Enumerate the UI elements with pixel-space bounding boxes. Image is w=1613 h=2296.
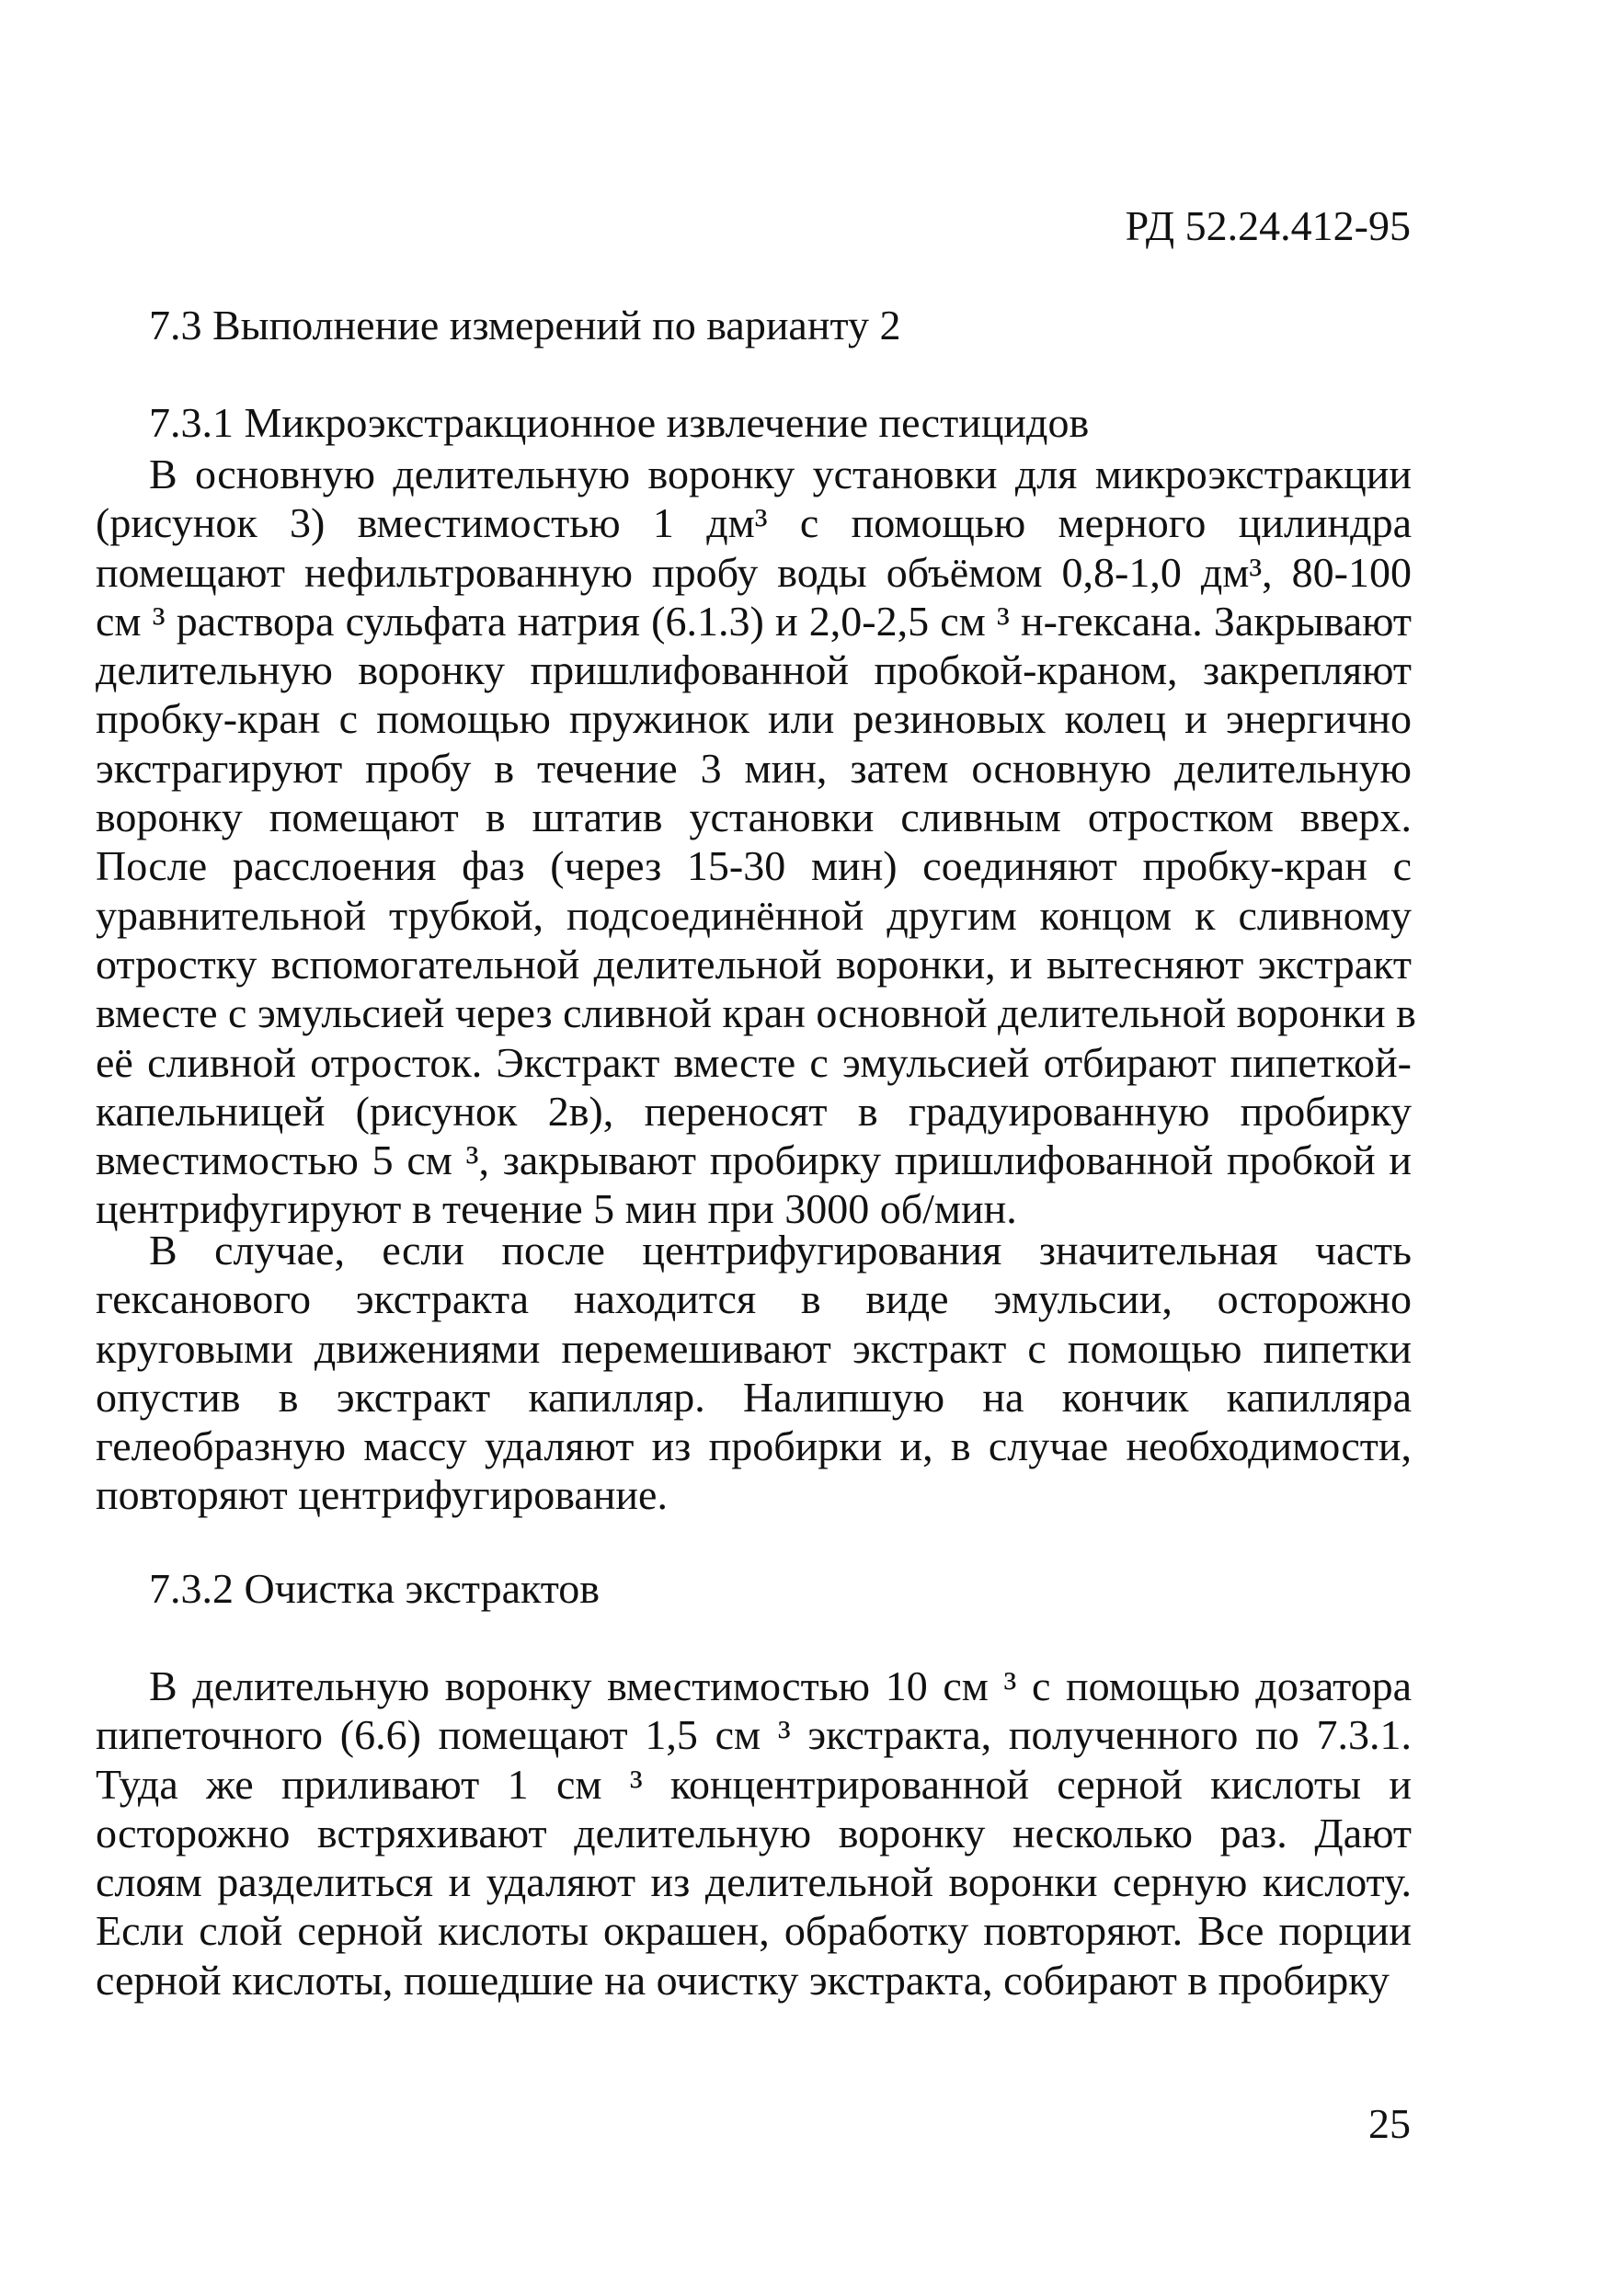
text-line: В делительную воронку вместимостью 10 см ³ с помощью дозатора xyxy=(149,1662,1412,1709)
text-line: гелеобразную массу удаляют из пробирки и, в случае необходимости, xyxy=(96,1422,1412,1470)
text-line: помещают нефильтрованную пробу воды объёмом 0,8-1,0 дм³, 80-100 xyxy=(96,548,1412,596)
text-line: В случае, если после центрифугирования значительная часть xyxy=(149,1227,1412,1274)
paragraph-emulsion-case xyxy=(96,1226,1412,1520)
paragraph-extract-cleaning xyxy=(96,1662,1412,2005)
text-line: уравнительной трубкой, подсоединённой другим концом к сливному xyxy=(96,891,1412,939)
section-heading-7-3-2: 7.3.2 Очистка экстрактов xyxy=(149,1565,600,1612)
text-line: Если слой серной кислоты окрашен, обработку повторяют. Все порции xyxy=(96,1907,1412,1955)
page-number: 25 xyxy=(1368,2100,1411,2147)
text-line: вместе с эмульсией через сливной кран основной делительной воронки в xyxy=(96,989,1416,1037)
text-line: гексанового экстракта находится в виде эмульсии, осторожно xyxy=(96,1275,1412,1323)
text-line: (рисунок 3) вместимостью 1 дм³ с помощью мерного цилиндра xyxy=(96,499,1412,547)
text-line: пипеточного (6.6) помещают 1,5 см ³ экстракта, полученного по 7.3.1. xyxy=(96,1711,1412,1759)
text-line: После расслоения фаз (через 15-30 мин) соединяют пробку-кран с xyxy=(96,842,1412,890)
text-line: воронку помещают в штатив установки сливным отростком вверх. xyxy=(96,794,1412,841)
text-line: слоям разделиться и удаляют из делительной воронки серную кислоту. xyxy=(96,1858,1412,1906)
text-line: опустив в экстракт капилляр. Налипшую на кончик капилляра xyxy=(96,1373,1412,1421)
text-line: повторяют центрифугирование. xyxy=(96,1471,668,1519)
text-line: В основную делительную воронку установки для микроэкстракции xyxy=(149,451,1412,497)
section-heading-7-3: 7.3 Выполнение измерений по варианту 2 xyxy=(149,302,901,348)
text-line: см ³ раствора сульфата натрия (6.1.3) и 2,0-2,5 см ³ н-гексана. Закрывают xyxy=(96,597,1412,645)
text-line: центрифугируют в течение 5 мин при 3000 об/мин. xyxy=(96,1185,1017,1233)
section-heading-7-3-1: 7.3.1 Микроэкстракционное извлечение пестицидов xyxy=(149,399,1090,446)
text-line: Туда же приливают 1 см ³ концентрированной серной кислоты и xyxy=(96,1760,1412,1808)
paragraph-microextraction xyxy=(96,450,1416,1234)
document-code-header: РД 52.24.412-95 xyxy=(1125,202,1411,249)
text-line: пробку-кран с помощью пружинок или резиновых колец и энергично xyxy=(96,695,1412,743)
text-line: её сливной отросток. Экстракт вместе с эмульсией отбирают пипеткой- xyxy=(96,1038,1412,1086)
text-line: вместимостью 5 см ³, закрывают пробирку пришлифованной пробкой и xyxy=(96,1137,1412,1184)
text-line: экстрагируют пробу в течение 3 мин, затем основную делительную xyxy=(96,744,1412,792)
text-line: осторожно встряхивают делительную воронку несколько раз. Дают xyxy=(96,1809,1412,1856)
text-line: круговыми движениями перемешивают экстракт с помощью пипетки xyxy=(96,1324,1412,1372)
text-line: отростку вспомогательной делительной воронки, и вытесняют экстракт xyxy=(96,940,1412,988)
text-line: серной кислоты, пошедшие на очистку экстракта, собирают в пробирку xyxy=(96,1956,1390,2004)
text-line: делительную воронку пришлифованной пробкой-краном, закрепляют xyxy=(96,646,1412,694)
text-line: капельницей (рисунок 2в), переносят в градуированную пробирку xyxy=(96,1087,1412,1135)
